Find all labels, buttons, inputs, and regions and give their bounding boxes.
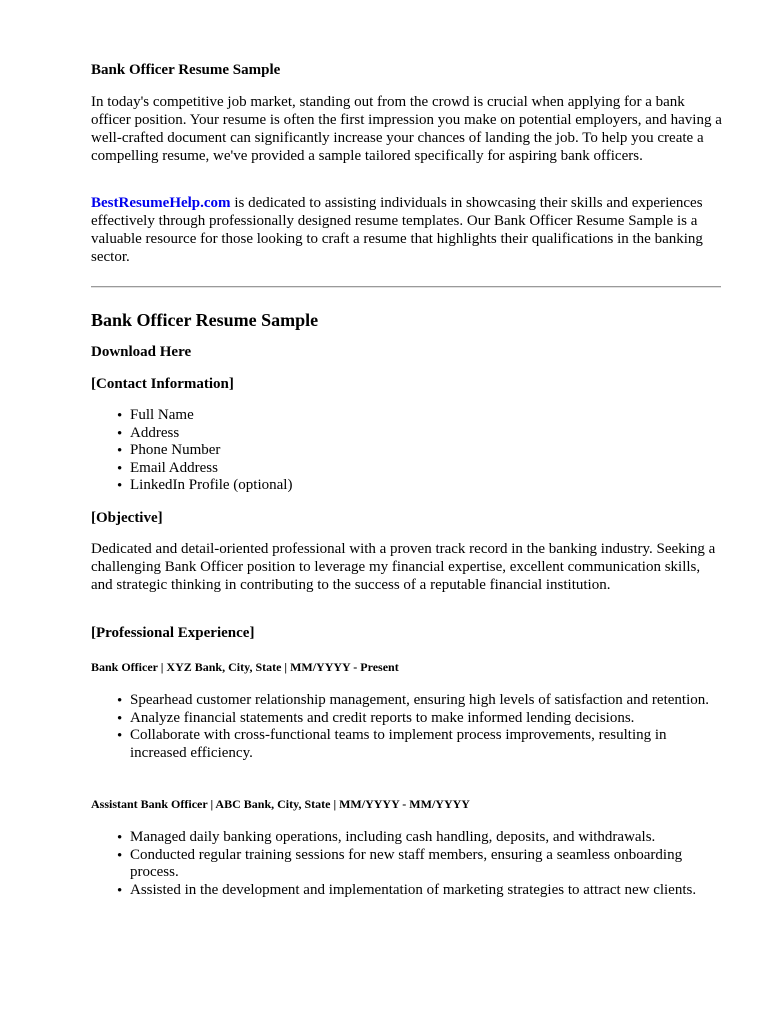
list-item-text: Spearhead customer relationship management, ensuring high levels of satisfaction and retention. bbox=[130, 692, 709, 708]
bullet-icon: • bbox=[117, 882, 123, 899]
intro-paragraph-site-text: is dedicated to assisting individuals in showcasing their skills and experiences effectively through professionally designed resume templates. Our Bank Officer Resume Sample is a valuable resource for those looking to craft a resume that highlights their qualifications in the banking sector. bbox=[91, 195, 703, 265]
bullet-icon: • bbox=[117, 460, 123, 477]
list-item-text: Full Name bbox=[130, 407, 194, 423]
job-title: Assistant Bank Officer | ABC Bank, City, State | MM/YYYY - MM/YYYY bbox=[91, 797, 470, 811]
list-item bbox=[117, 709, 721, 728]
list-item bbox=[117, 459, 721, 478]
objective-heading: [Objective] bbox=[91, 510, 163, 526]
best-resume-help-link[interactable]: BestResumeHelp.com bbox=[91, 195, 231, 211]
list-item bbox=[117, 846, 721, 882]
bullet-icon: • bbox=[117, 693, 123, 709]
list-item bbox=[117, 692, 721, 710]
bullet-icon: • bbox=[117, 847, 123, 864]
job-bullets bbox=[117, 829, 721, 899]
bullet-icon: • bbox=[117, 443, 123, 459]
list-item bbox=[117, 829, 721, 847]
bullet-icon: • bbox=[117, 830, 123, 846]
list-item bbox=[117, 881, 721, 900]
experience-heading: [Professional Experience] bbox=[91, 625, 255, 641]
job-title: Bank Officer | XYZ Bank, City, State | MM/YYYY - Present bbox=[91, 660, 399, 674]
bullet-icon: • bbox=[117, 425, 123, 442]
list-item bbox=[117, 407, 721, 425]
intro-paragraph-site bbox=[91, 194, 723, 266]
list-item-text: Assisted in the development and implementation of marketing strategies to attract new clients. bbox=[130, 881, 697, 898]
list-item-text: Managed daily banking operations, including cash handling, deposits, and withdrawals. bbox=[130, 829, 656, 845]
list-item bbox=[117, 727, 721, 762]
bullet-icon: • bbox=[117, 728, 123, 744]
list-item bbox=[117, 424, 721, 443]
list-item-text: Collaborate with cross-functional teams to implement process improvements, resulting in increased efficiency. bbox=[130, 727, 667, 761]
list-item bbox=[117, 442, 721, 460]
list-item-text: Address bbox=[130, 424, 180, 441]
bullet-icon: • bbox=[117, 710, 123, 727]
list-item-text: LinkedIn Profile (optional) bbox=[130, 477, 293, 493]
resume-title: Bank Officer Resume Sample bbox=[91, 310, 319, 330]
job-bullets bbox=[117, 692, 721, 762]
download-link[interactable]: Download Here bbox=[91, 344, 192, 360]
objective-text: Dedicated and detail-oriented professional with a proven track record in the banking industry. Seeking a challenging Bank Officer position to leverage my financial expertise, excellent communication skills, and strategic thinking in contributing to the success of a reputable financial institution. bbox=[91, 541, 716, 593]
list-item-text: Phone Number bbox=[130, 442, 221, 458]
bullet-icon: • bbox=[117, 478, 123, 494]
bullet-icon: • bbox=[117, 408, 123, 424]
contact-heading: [Contact Information] bbox=[91, 376, 234, 392]
intro-title: Bank Officer Resume Sample bbox=[91, 62, 281, 78]
contact-list bbox=[117, 407, 721, 495]
intro-paragraph: In today's competitive job market, standing out from the crowd is crucial when applying for a bank officer position. Your resume is often the first impression you make on potential employers, and having a well-crafted document can significantly increase your chances of landing the job. To help you create a compelling resume, we've provided a sample tailored specifically for aspiring bank officers. bbox=[91, 94, 722, 164]
list-item bbox=[117, 477, 721, 495]
list-item-text: Analyze financial statements and credit reports to make informed lending decisions. bbox=[130, 709, 635, 726]
list-item-text: Conducted regular training sessions for new staff members, ensuring a seamless onboarding process. bbox=[130, 846, 683, 880]
horizontal-divider bbox=[91, 286, 721, 288]
list-item-text: Email Address bbox=[130, 459, 218, 476]
